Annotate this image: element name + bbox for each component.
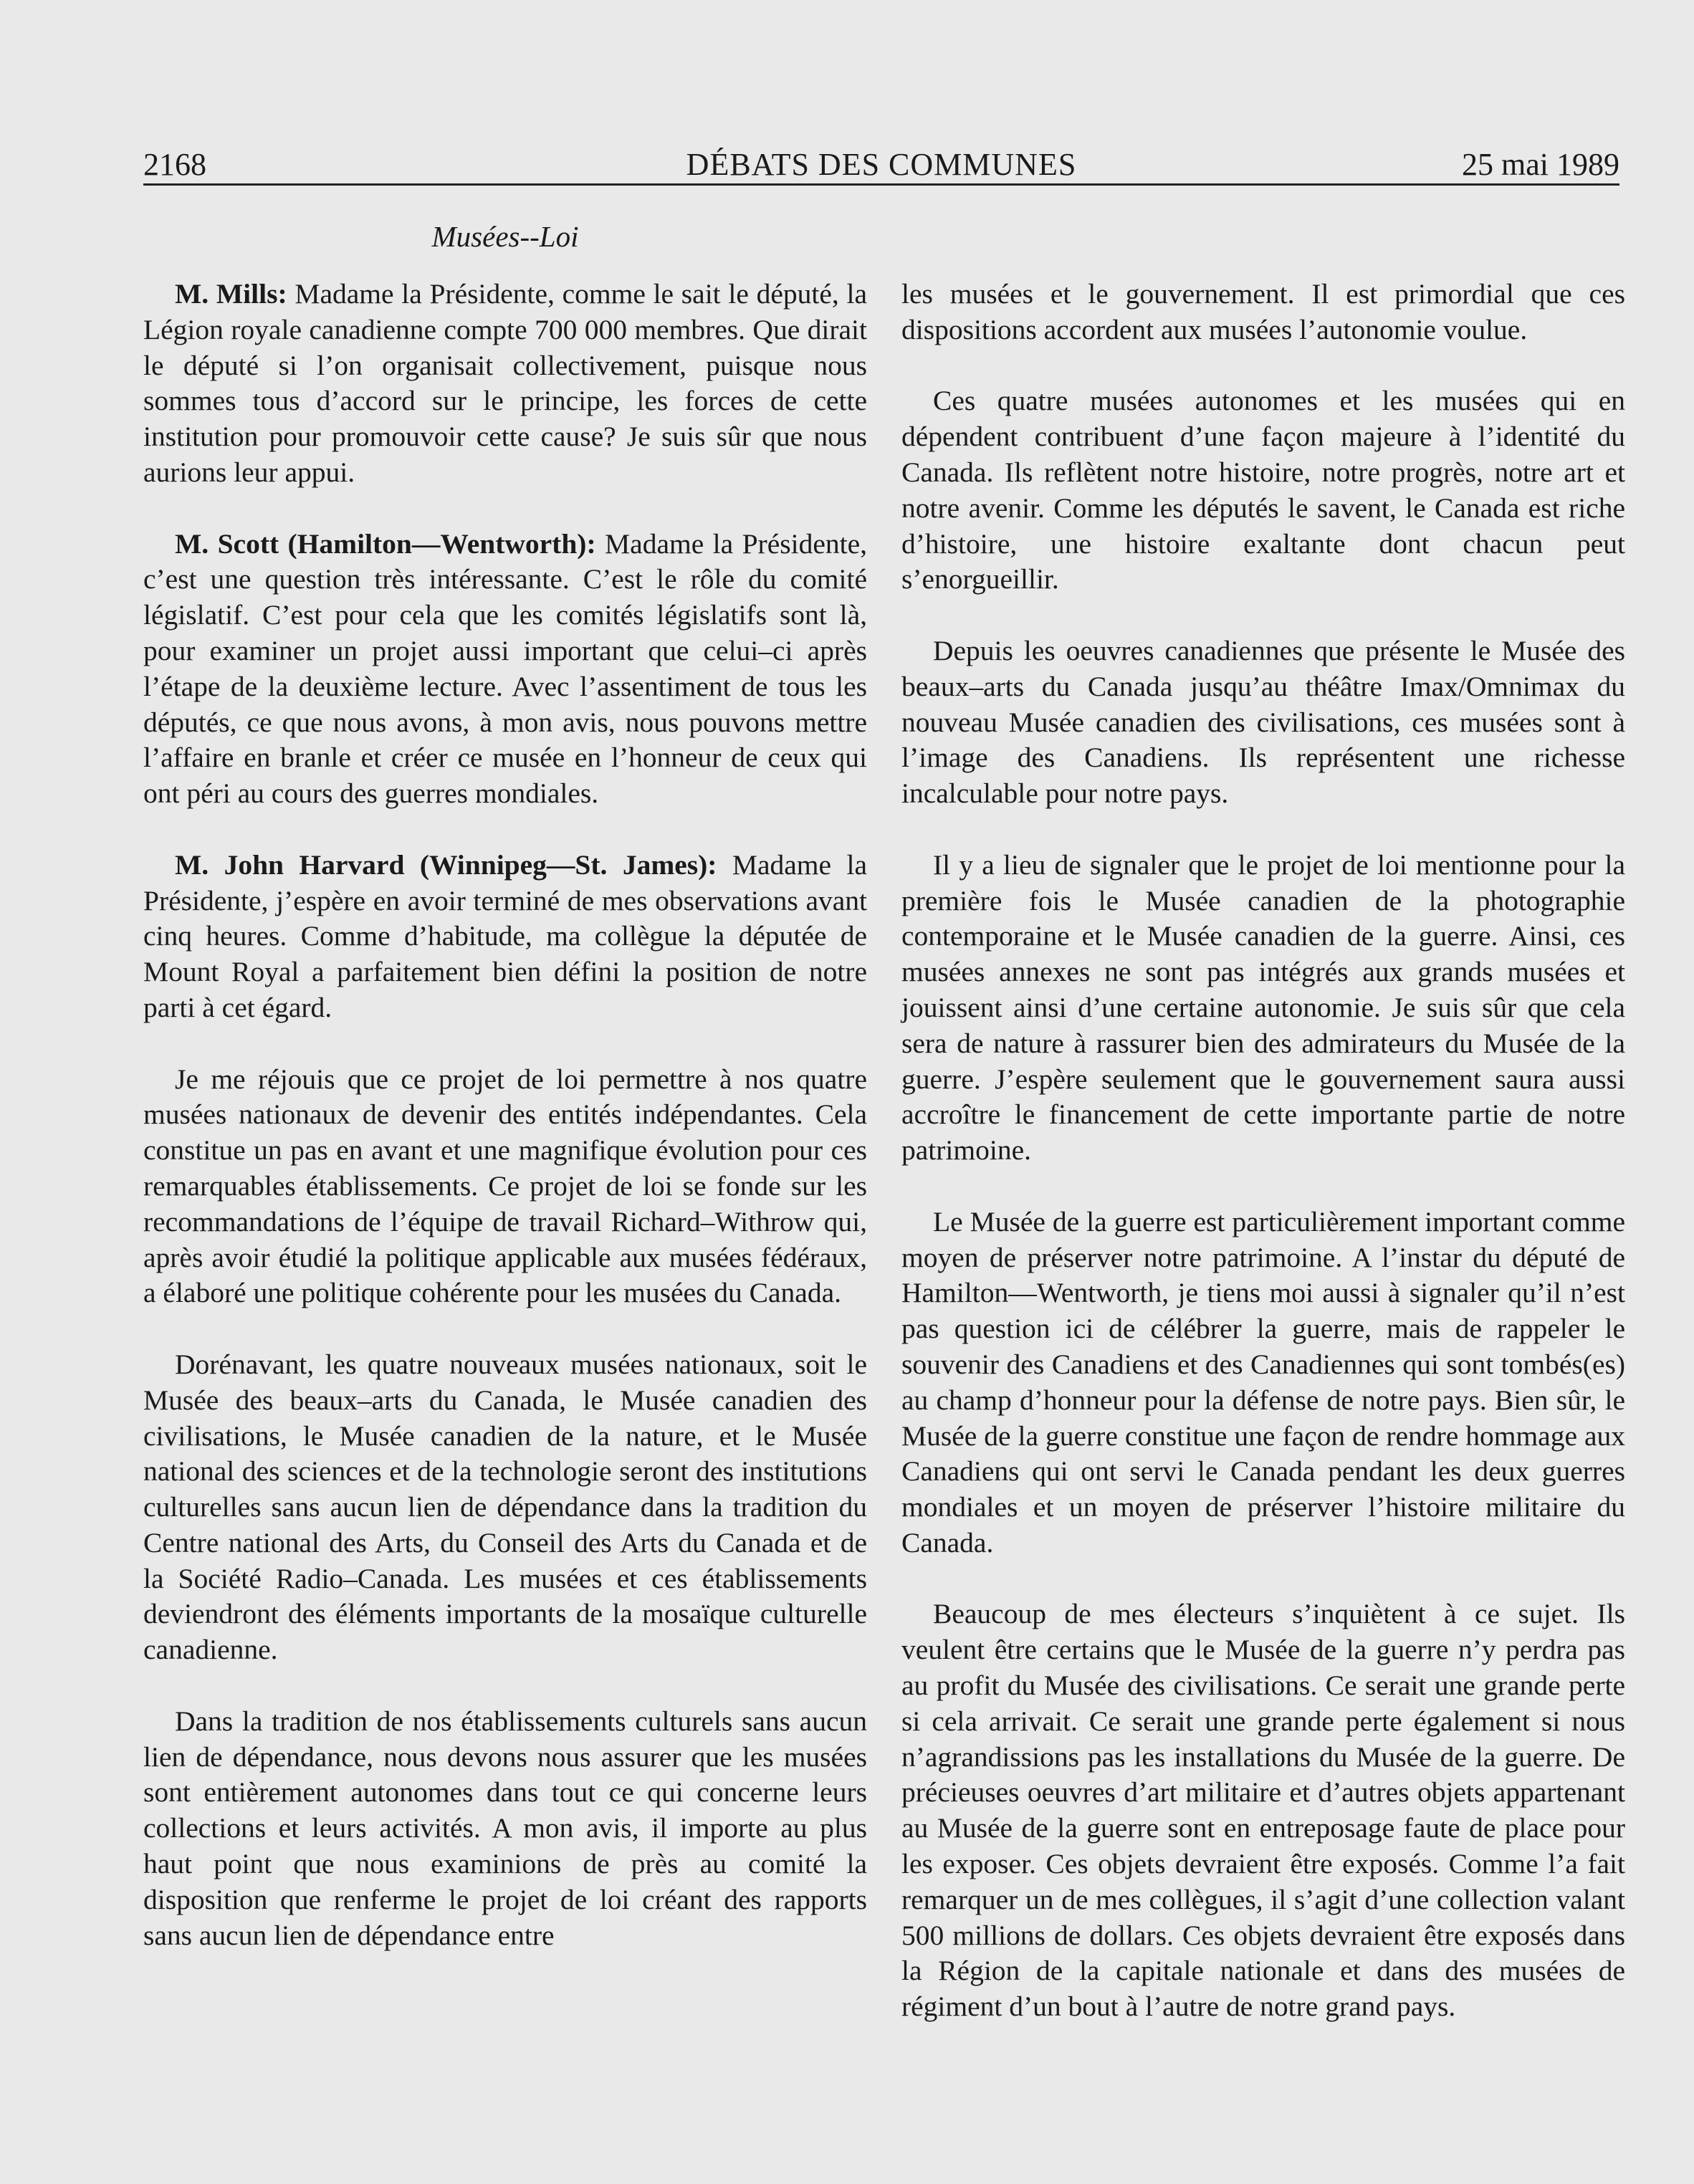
speech-text: Madame la Présidente, comme le sait le député, la Légion royale canadienne compte 700 000 membres. Que dirait le député si l’on organisait collectivement, puisque nous sommes tous d’accord sur le principe, les forces de cette institution pour promouvoir cette cause? Je suis sûr que nous aurions leur appui. bbox=[143, 278, 867, 488]
paragraph: Dans la tradition de nos établissements culturels sans aucun lien de dépendance, nous devons nous assurer que les musées sont entièrement autonomes dans tout ce qui concerne leurs collections et leurs activités. A mon avis, il importe au plus haut point que nous examinions de près au comité la disposition que renferme le projet de loi créant des rapports sans aucun lien de dépendance entre bbox=[143, 1705, 867, 1951]
paragraph bbox=[143, 848, 867, 1026]
speech-text: Madame la Présidente, j’espère en avoir terminé de mes observations avant cinq heures. Comme d’habitude, ma collègue la députée de Mount Royal a parfaitement bien défini la position de notre parti à cet égard. bbox=[143, 848, 867, 1023]
speaker-name: M. Scott (Hamilton—Wentworth): bbox=[175, 527, 596, 560]
paragraph: Dorénavant, les quatre nouveaux musées nationaux, soit le Musée des beaux–arts du Canada, le Musée canadien des civilisations, le Musée canadien de la nature, et le Musée national des sciences et de la technologie seront des institutions culturelles sans aucun lien de dépendance dans la tradition du Centre national des Arts, du Conseil des Arts du Canada et de la Société Radio–Canada. Les musées et ces établissements deviendront des éléments importants de la mosaïque culturelle canadienne. bbox=[143, 1348, 867, 1666]
paragraph: les musées et le gouvernement. Il est primordial que ces dispositions accordent aux musées l’autonomie voulue. bbox=[901, 278, 1625, 345]
paragraph bbox=[143, 527, 867, 812]
page-number: 2168 bbox=[143, 147, 206, 182]
publication-date: 25 mai 1989 bbox=[1462, 147, 1619, 182]
paragraph: Beaucoup de mes électeurs s’inquiètent à ce sujet. Ils veulent être certains que le Musée de la guerre n’y perdra pas au profit du Musée des civilisations. Ce serait une grande perte si cela arrivait. Ce serait une grande perte également si nous n’agrandissions pas les installations du Musée de la guerre. De précieuses oeuvres d’art militaire et d’autres objets appartenant au Musée de la guerre sont en entreposage faute de place pour les exposer. Ces objets devraient être exposés. Comme l’a fait remarquer un de mes collègues, il s’agit d’une collection valant 500 millions de dollars. Ces objets devraient être exposés dans la Région de la capitale nationale et dans des musées de régiment d’un bout à l’autre de notre grand pays. bbox=[901, 1598, 1625, 2023]
paragraph bbox=[143, 277, 867, 491]
paragraph: Je me réjouis que ce projet de loi permettre à nos quatre musées nationaux de devenir des entités indépendantes. Cela constitue un pas en avant et une magnifique évolution pour ces remarquables établissements. Ce projet de loi se fonde sur les recommandations de l’équipe de travail Richard–Withrow qui, après avoir étudié la politique applicable aux musées fédéraux, a élaboré une politique cohérente pour les musées du Canada. bbox=[143, 1063, 867, 1309]
paragraph: Ces quatre musées autonomes et les musées qui en dépendent contribuent d’une façon majeure à l’identité du Canada. Ils reflètent notre histoire, notre progrès, notre art et notre avenir. Comme les députés le savent, le Canada est riche d’histoire, une histoire exaltante dont chacun peut s’enorgueillir. bbox=[901, 385, 1625, 595]
left-column bbox=[143, 277, 867, 1989]
paragraph: Le Musée de la guerre est particulièrement important comme moyen de préserver notre patrimoine. A l’instar du député de Hamilton—Wentworth, je tiens moi aussi à signaler qu’il n’est pas question ici de célébrer la guerre, mais de rappeler le souvenir des Canadiens et des Canadiennes qui sont tombés(es) au champ d’honneur pour la défense de notre pays. Bien sûr, le Musée de la guerre constitue une façon de rendre hommage aux Canadiens qui ont servi le Canada pendant les deux guerres mondiales et un moyen de préserver l’histoire militaire du Canada. bbox=[901, 1205, 1625, 1558]
speaker-name: M. John Harvard (Winnipeg—St. James): bbox=[175, 848, 717, 881]
publication-title: DÉBATS DES COMMUNES bbox=[686, 147, 1077, 182]
paragraph: Depuis les oeuvres canadiennes que présente le Musée des beaux–arts du Canada jusqu’au théâtre Imax/Omnimax du nouveau Musée canadien des civilisations, ces musées sont à l’image des Canadiens. Ils représentent une richesse incalculable pour notre pays. bbox=[901, 634, 1625, 810]
paragraph: Il y a lieu de signaler que le projet de loi mentionne pour la première fois le Musée canadien de la photographie contemporaine et le Musée canadien de la guerre. Ainsi, ces musées annexes ne sont pas intégrés aux grands musées et jouissent ainsi d’une certaine autonomie. Je suis sûr que cela sera de nature à rassurer bien des admirateurs du Musée de la guerre. J’espère seulement que le gouvernement saura aussi accroître le financement de cette importante partie de notre patrimoine. bbox=[901, 848, 1625, 1167]
section-title: Musées--Loi bbox=[431, 220, 579, 253]
right-column bbox=[901, 277, 1625, 2061]
page-header bbox=[143, 146, 1619, 186]
speaker-name: M. Mills: bbox=[175, 278, 287, 310]
speech-text: Madame la Présidente, c’est une question très intéressante. C’est le rôle du comité législatif. C’est pour cela que les comités législatifs sont là, pour examiner un projet aussi important que celui–ci après l’étape de la deuxième lecture. Avec l’assentiment de tous les députés, ce que nous avons, à mon avis, nous pouvons mettre l’affaire en branle et créer ce musée en l’honneur de ceux qui ont péri au cours des guerres mondiales. bbox=[143, 527, 867, 810]
